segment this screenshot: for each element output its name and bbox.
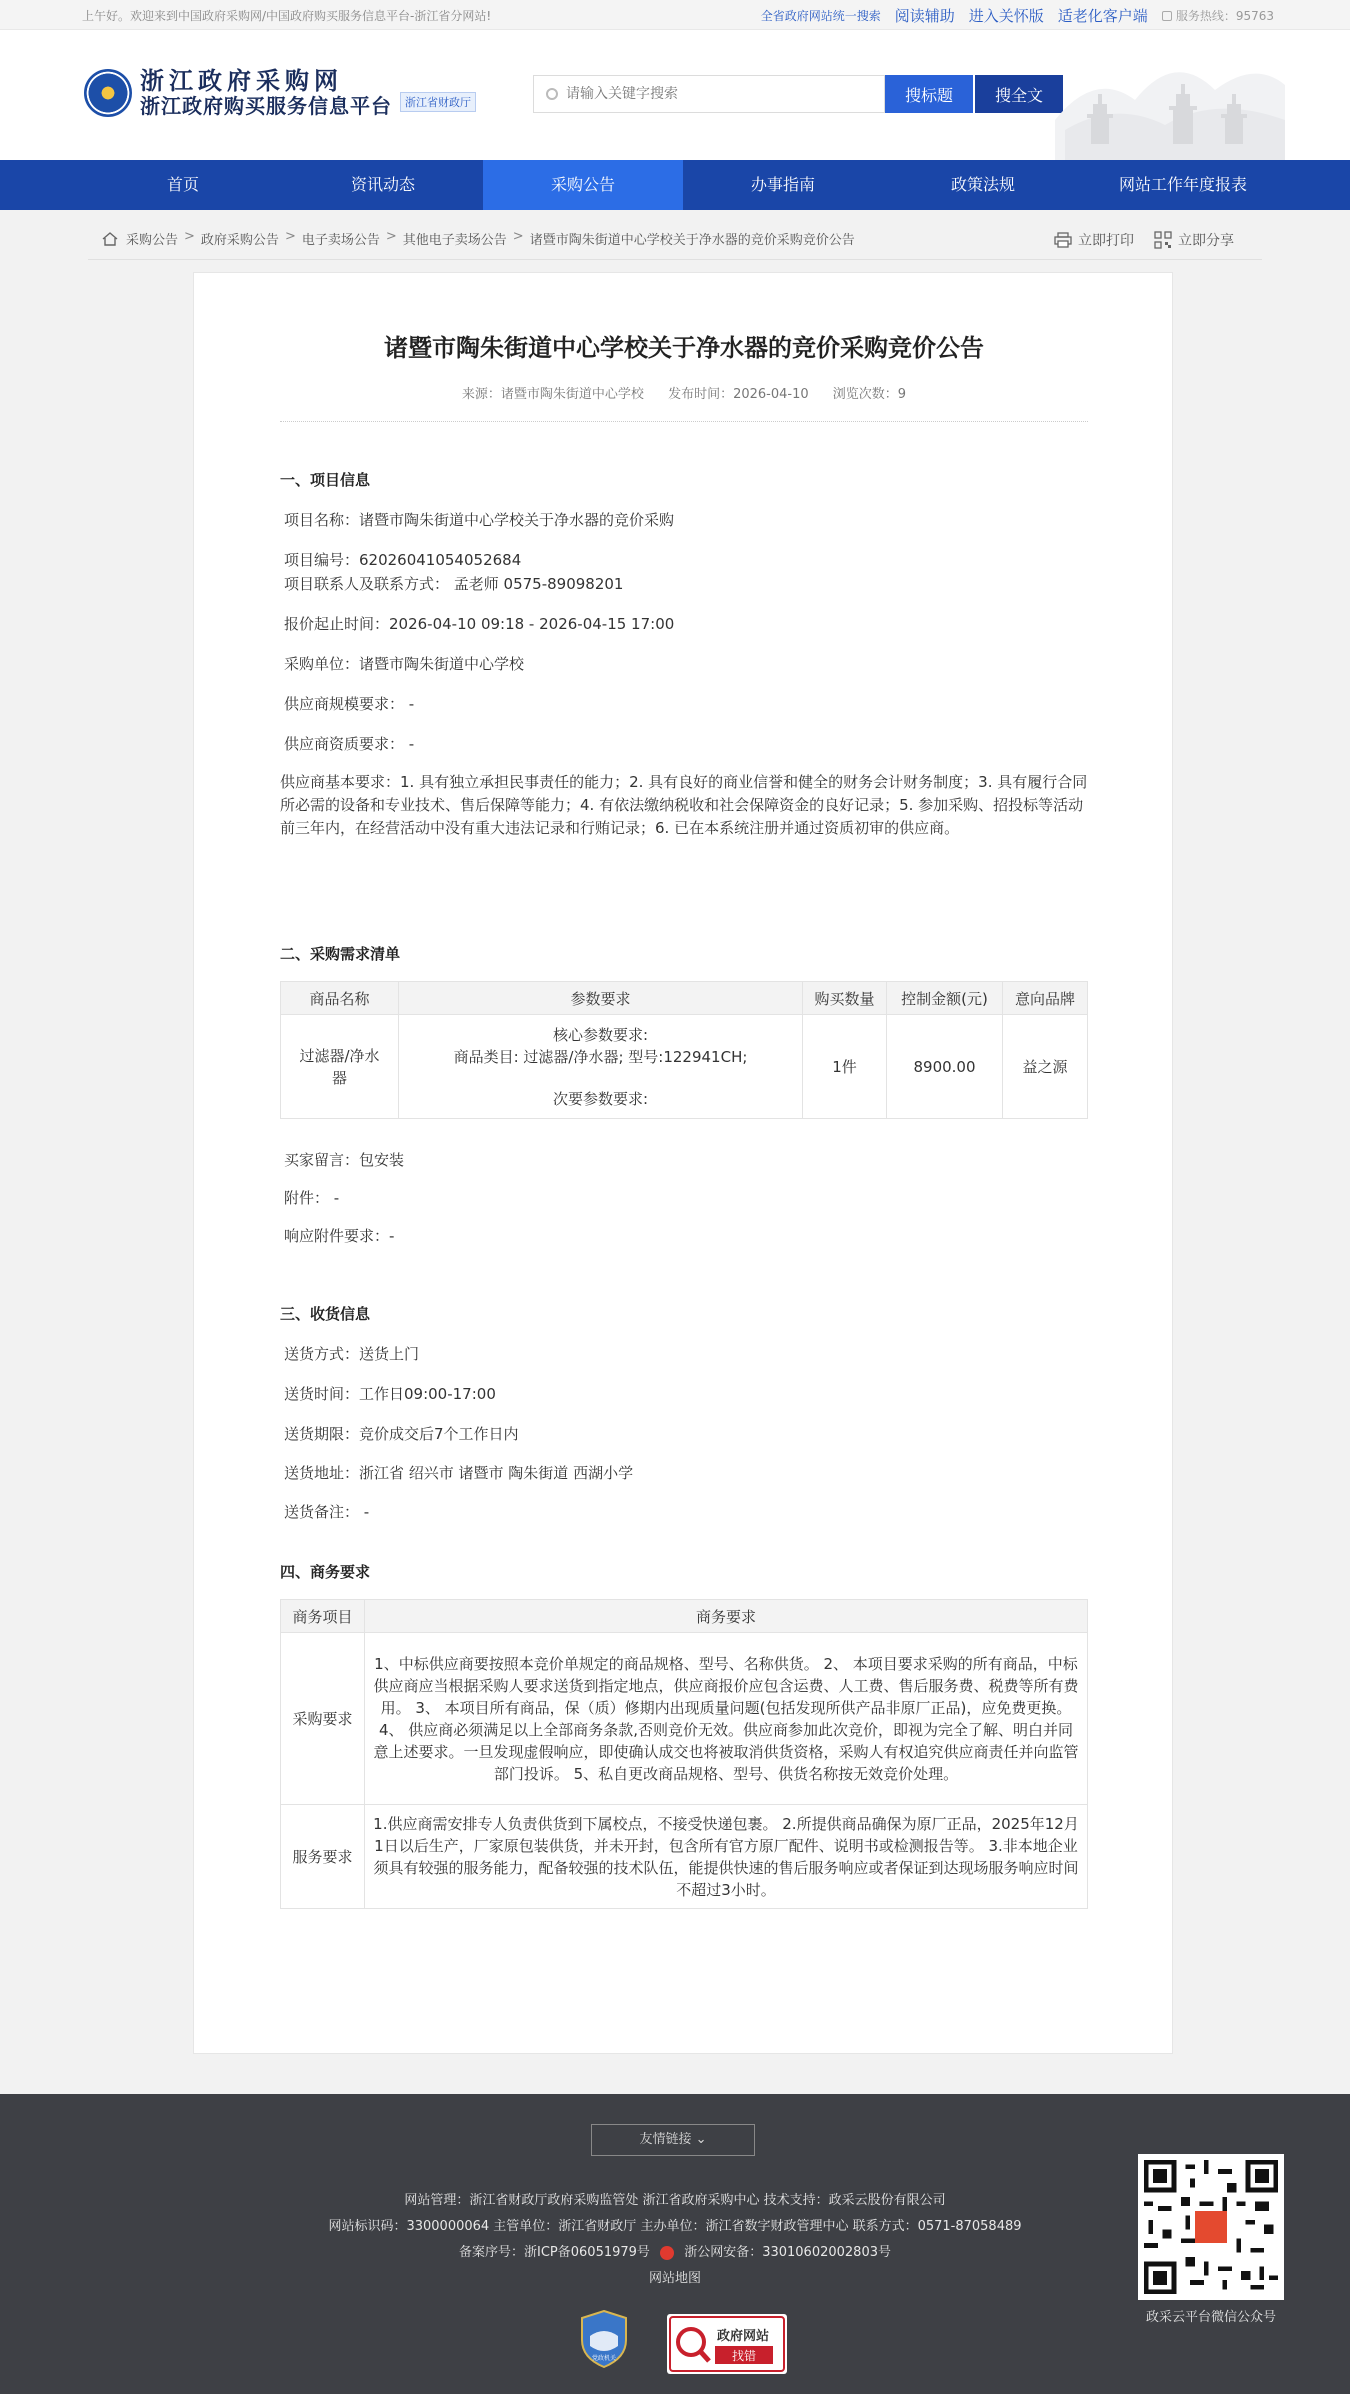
department-tag: 浙江省财政厅: [400, 92, 476, 112]
article-card: [193, 272, 1173, 2054]
top-bar: [0, 0, 1350, 30]
phone-icon: [1162, 11, 1172, 21]
table-row: [281, 1633, 1088, 1805]
site-footer: [0, 2094, 1350, 2394]
breadcrumb-item[interactable]: 其他电子卖场公告: [402, 233, 507, 248]
attachment: 附件： -: [284, 1189, 340, 1207]
nav-home[interactable]: 首页: [166, 175, 199, 194]
col-header: 意向品牌: [1003, 982, 1088, 1015]
col-header: 商务要求: [365, 1600, 1088, 1633]
cell-item: 服务要求: [281, 1805, 365, 1909]
table-row: [281, 1805, 1088, 1909]
main-nav: [0, 160, 1350, 210]
party-badge-label: 党政机关: [591, 2355, 617, 2362]
hotline: [1162, 7, 1274, 24]
share-label: 立即分享: [1178, 233, 1234, 249]
col-header: 参数要求: [399, 982, 803, 1015]
param-minor: 次要参数要求:: [552, 1089, 649, 1108]
nav-news[interactable]: 资讯动态: [350, 175, 415, 194]
qr-code-icon: [1144, 2160, 1278, 2294]
project-contact: 项目联系人及联系方式： 孟老师 0575-89098201: [284, 575, 624, 593]
pagoda-scenery-icon: [1055, 30, 1285, 160]
delivery-address: 送货地址：浙江省 绍兴市 诸暨市 陶朱街道 西湖小学: [284, 1464, 634, 1482]
page-tools: [1054, 230, 1234, 250]
unified-search-link[interactable]: 全省政府网站统一搜索: [760, 9, 881, 23]
col-header: 购买数量: [803, 982, 887, 1015]
logo-text: [140, 68, 392, 118]
care-version-link[interactable]: 进入关怀版: [968, 7, 1044, 25]
article-meta: [194, 383, 1174, 402]
qrcode-share-icon: [1154, 231, 1172, 249]
nav-annual-report[interactable]: 网站工作年度报表: [1118, 175, 1247, 194]
cell-params: [399, 1015, 803, 1119]
gov-site-error-badge[interactable]: [667, 2314, 787, 2374]
col-header: 商品名称: [281, 982, 399, 1015]
logo-line1: 浙江政府采购网: [140, 67, 343, 95]
delivery-remark: 送货备注： -: [284, 1503, 370, 1521]
param-core: 核心参数要求:: [552, 1025, 649, 1044]
section-heading: 一、项目信息: [280, 471, 371, 489]
breadcrumb-bar: [88, 218, 1262, 260]
cell-brand: 益之源: [1003, 1015, 1088, 1119]
breadcrumb-current: 诸暨市陶朱街道中心学校关于净水器的竞价采购竞价公告: [529, 233, 855, 248]
breadcrumb-item[interactable]: 政府采购公告: [200, 233, 279, 248]
site-logo[interactable]: [84, 68, 476, 118]
table-header-row: [281, 982, 1088, 1015]
home-icon[interactable]: [102, 232, 118, 246]
icp-link[interactable]: 备案序号：浙ICP备06051979号: [459, 2245, 650, 2260]
cell-qty: 1件: [803, 1015, 887, 1119]
party-agency-badge-icon[interactable]: [580, 2310, 628, 2368]
business-table: [280, 1599, 1088, 1909]
delivery-period: 送货期限：竞价成交后7个工作日内: [284, 1425, 519, 1443]
buyer-unit: 采购单位：诸暨市陶朱街道中心学校: [284, 655, 525, 673]
print-button[interactable]: [1054, 230, 1134, 250]
badge-subtitle: 找错: [731, 2349, 757, 2363]
badge-title: 政府网站: [716, 2329, 770, 2344]
qr-caption: 政采云平台微信公众号: [1145, 2310, 1276, 2325]
nav-policy[interactable]: 政策法规: [950, 175, 1015, 194]
project-number: 项目编号：62026041054052684: [284, 551, 522, 569]
section-heading: 二、采购需求清单: [280, 945, 401, 963]
elderly-client-link[interactable]: 适老化客户端: [1057, 7, 1148, 25]
logo-line2: 浙江政府购买服务信息平台: [140, 94, 392, 118]
supplier-scale-req: 供应商规模要求： -: [284, 695, 415, 713]
search-icon: [546, 88, 558, 100]
hotline-text: 服务热线：95763: [1175, 9, 1274, 23]
emblem-icon: [84, 69, 132, 117]
param-detail: 商品类目: 过滤器/净水器; 型号:122941CH;: [453, 1047, 748, 1066]
delivery-time: 送货时间：工作日09:00-17:00: [284, 1385, 496, 1403]
search-input[interactable]: [566, 86, 866, 102]
search-title-button[interactable]: 搜标题: [885, 75, 973, 113]
article-date: 发布时间：2026-04-10: [668, 387, 809, 402]
divider: [280, 421, 1088, 422]
article-source: 来源：诸暨市陶朱街道中心学校: [461, 387, 644, 402]
friend-links-dropdown[interactable]: 友情链接 ⌄: [591, 2124, 755, 2156]
search-bar: [533, 75, 1063, 113]
breadcrumb: 采购公告 > 政府采购公告 > 电子卖场公告 > 其他电子卖场公告 > 诸暨市陶朱街道中心学校关于净水器的竞价采购竞价公告: [126, 229, 855, 248]
nav-guide[interactable]: 办事指南: [750, 175, 815, 194]
supplier-basic-req: 供应商基本要求：1. 具有独立承担民事责任的能力；2. 具有良好的商业信誉和健全的财务会计财务制度；3. 具有履行合同所必需的设备和专业技术、售后保障等能力；4. 有依法缴纳税收和社会保障资金的良好记录；5. 参加采购、招投标等活动前三年内，在经营活动中没有重大违法记录和行贿记录；6. 已在本系统注册并通过资质初审的供应商。: [280, 773, 1088, 837]
buyer-note: 买家留言：包安装: [284, 1151, 405, 1169]
table-header-row: [281, 1600, 1088, 1633]
cell-name: 过滤器/净水器: [281, 1015, 399, 1119]
magnifier-badge-icon: [667, 2314, 787, 2374]
supplier-qual-req: 供应商资质要求： -: [284, 735, 415, 753]
welcome-text: 上午好。欢迎来到中国政府采购网/中国政府购买服务信息平台-浙江省分网站!: [82, 9, 492, 23]
quote-time: 报价起止时间：2026-04-10 09:18 - 2026-04-15 17:00: [284, 615, 675, 633]
nav-procurement[interactable]: 采购公告: [483, 160, 683, 210]
wechat-qr-code: [1138, 2154, 1284, 2300]
cell-amount: 8900.00: [887, 1015, 1003, 1119]
cell-text: 1.供应商需安排专人负责供货到下属校点，不接受快递包裹。 2.所提供商品确保为原厂正品，2025年12月1日以后生产，厂家原包装供货，并未开封，包含所有官方原厂配件、说明书或检测报告等。 3.非本地企业须具有较强的服务能力，配备较强的技术队伍，能提供快速的售后服务响应或者保证到达现场服务响应时间不超过3小时。: [365, 1805, 1088, 1909]
site-header: [0, 30, 1350, 160]
article-title: 诸暨市陶朱街道中心学校关于净水器的竞价采购竞价公告: [384, 334, 984, 362]
police-emblem-icon: [660, 2246, 674, 2260]
reading-aid-link[interactable]: 阅读辅助: [894, 7, 955, 25]
table-row: [281, 1015, 1088, 1119]
cell-text: 1、中标供应商要按照本竞价单规定的商品规格、型号、名称供货。 2、 本项目要求采购的所有商品，中标供应商应当根据采购人要求送货到指定地点，供应商报价应包含运费、人工费、售后服务费、税费等所有费用。 3、 本项目所有商品，保（质）修期内出现质量问题(包括发现所供产品非原厂正品)，应免费更换。4、 供应商必须满足以上全部商务条款,否则竞价无效。供应商参加此次竞价，即视为完全了解、明白并同意上述要求。一旦发现虚假响应，即使确认成交也将被取消供货资格，采购人有权追究供应商责任并向监管部门投诉。 5、私自更改商品规格、型号、供货名称按无效竞价处理。: [365, 1633, 1088, 1805]
section-heading: 三、收货信息: [280, 1305, 371, 1323]
share-button[interactable]: [1154, 230, 1234, 250]
col-header: 商务项目: [281, 1600, 365, 1633]
delivery-method: 送货方式：送货上门: [284, 1345, 420, 1363]
print-label: 立即打印: [1078, 233, 1134, 249]
col-header: 控制金额(元): [887, 982, 1003, 1015]
article-views: 浏览次数：9: [832, 387, 907, 402]
cell-item: 采购要求: [281, 1633, 365, 1805]
sitemap-link[interactable]: 网站地图: [648, 2271, 701, 2286]
section-heading: 四、商务要求: [280, 1563, 371, 1581]
police-record-link[interactable]: 浙公网安备：33010602002803号: [684, 2245, 891, 2260]
footer-line2: 网站标识码：3300000064 主管单位：浙江省财政厅 主办单位：浙江省数字财政管理中心 联系方式：0571-87058489: [328, 2219, 1022, 2234]
footer-line1: 网站管理：浙江省财政厅政府采购监管处 浙江省政府采购中心 技术支持：政采云股份有限公司: [404, 2193, 946, 2208]
top-links: [761, 5, 1274, 26]
response-attachment-req: 响应附件要求：-: [284, 1227, 395, 1245]
project-name: 项目名称：诸暨市陶朱街道中心学校关于净水器的竞价采购: [284, 511, 675, 529]
breadcrumb-item[interactable]: 采购公告: [126, 233, 179, 248]
search-box: [533, 75, 885, 113]
printer-icon: [1054, 232, 1072, 248]
demand-table: [280, 981, 1088, 1119]
search-fulltext-button[interactable]: 搜全文: [975, 75, 1063, 113]
breadcrumb-item[interactable]: 电子卖场公告: [301, 233, 380, 248]
